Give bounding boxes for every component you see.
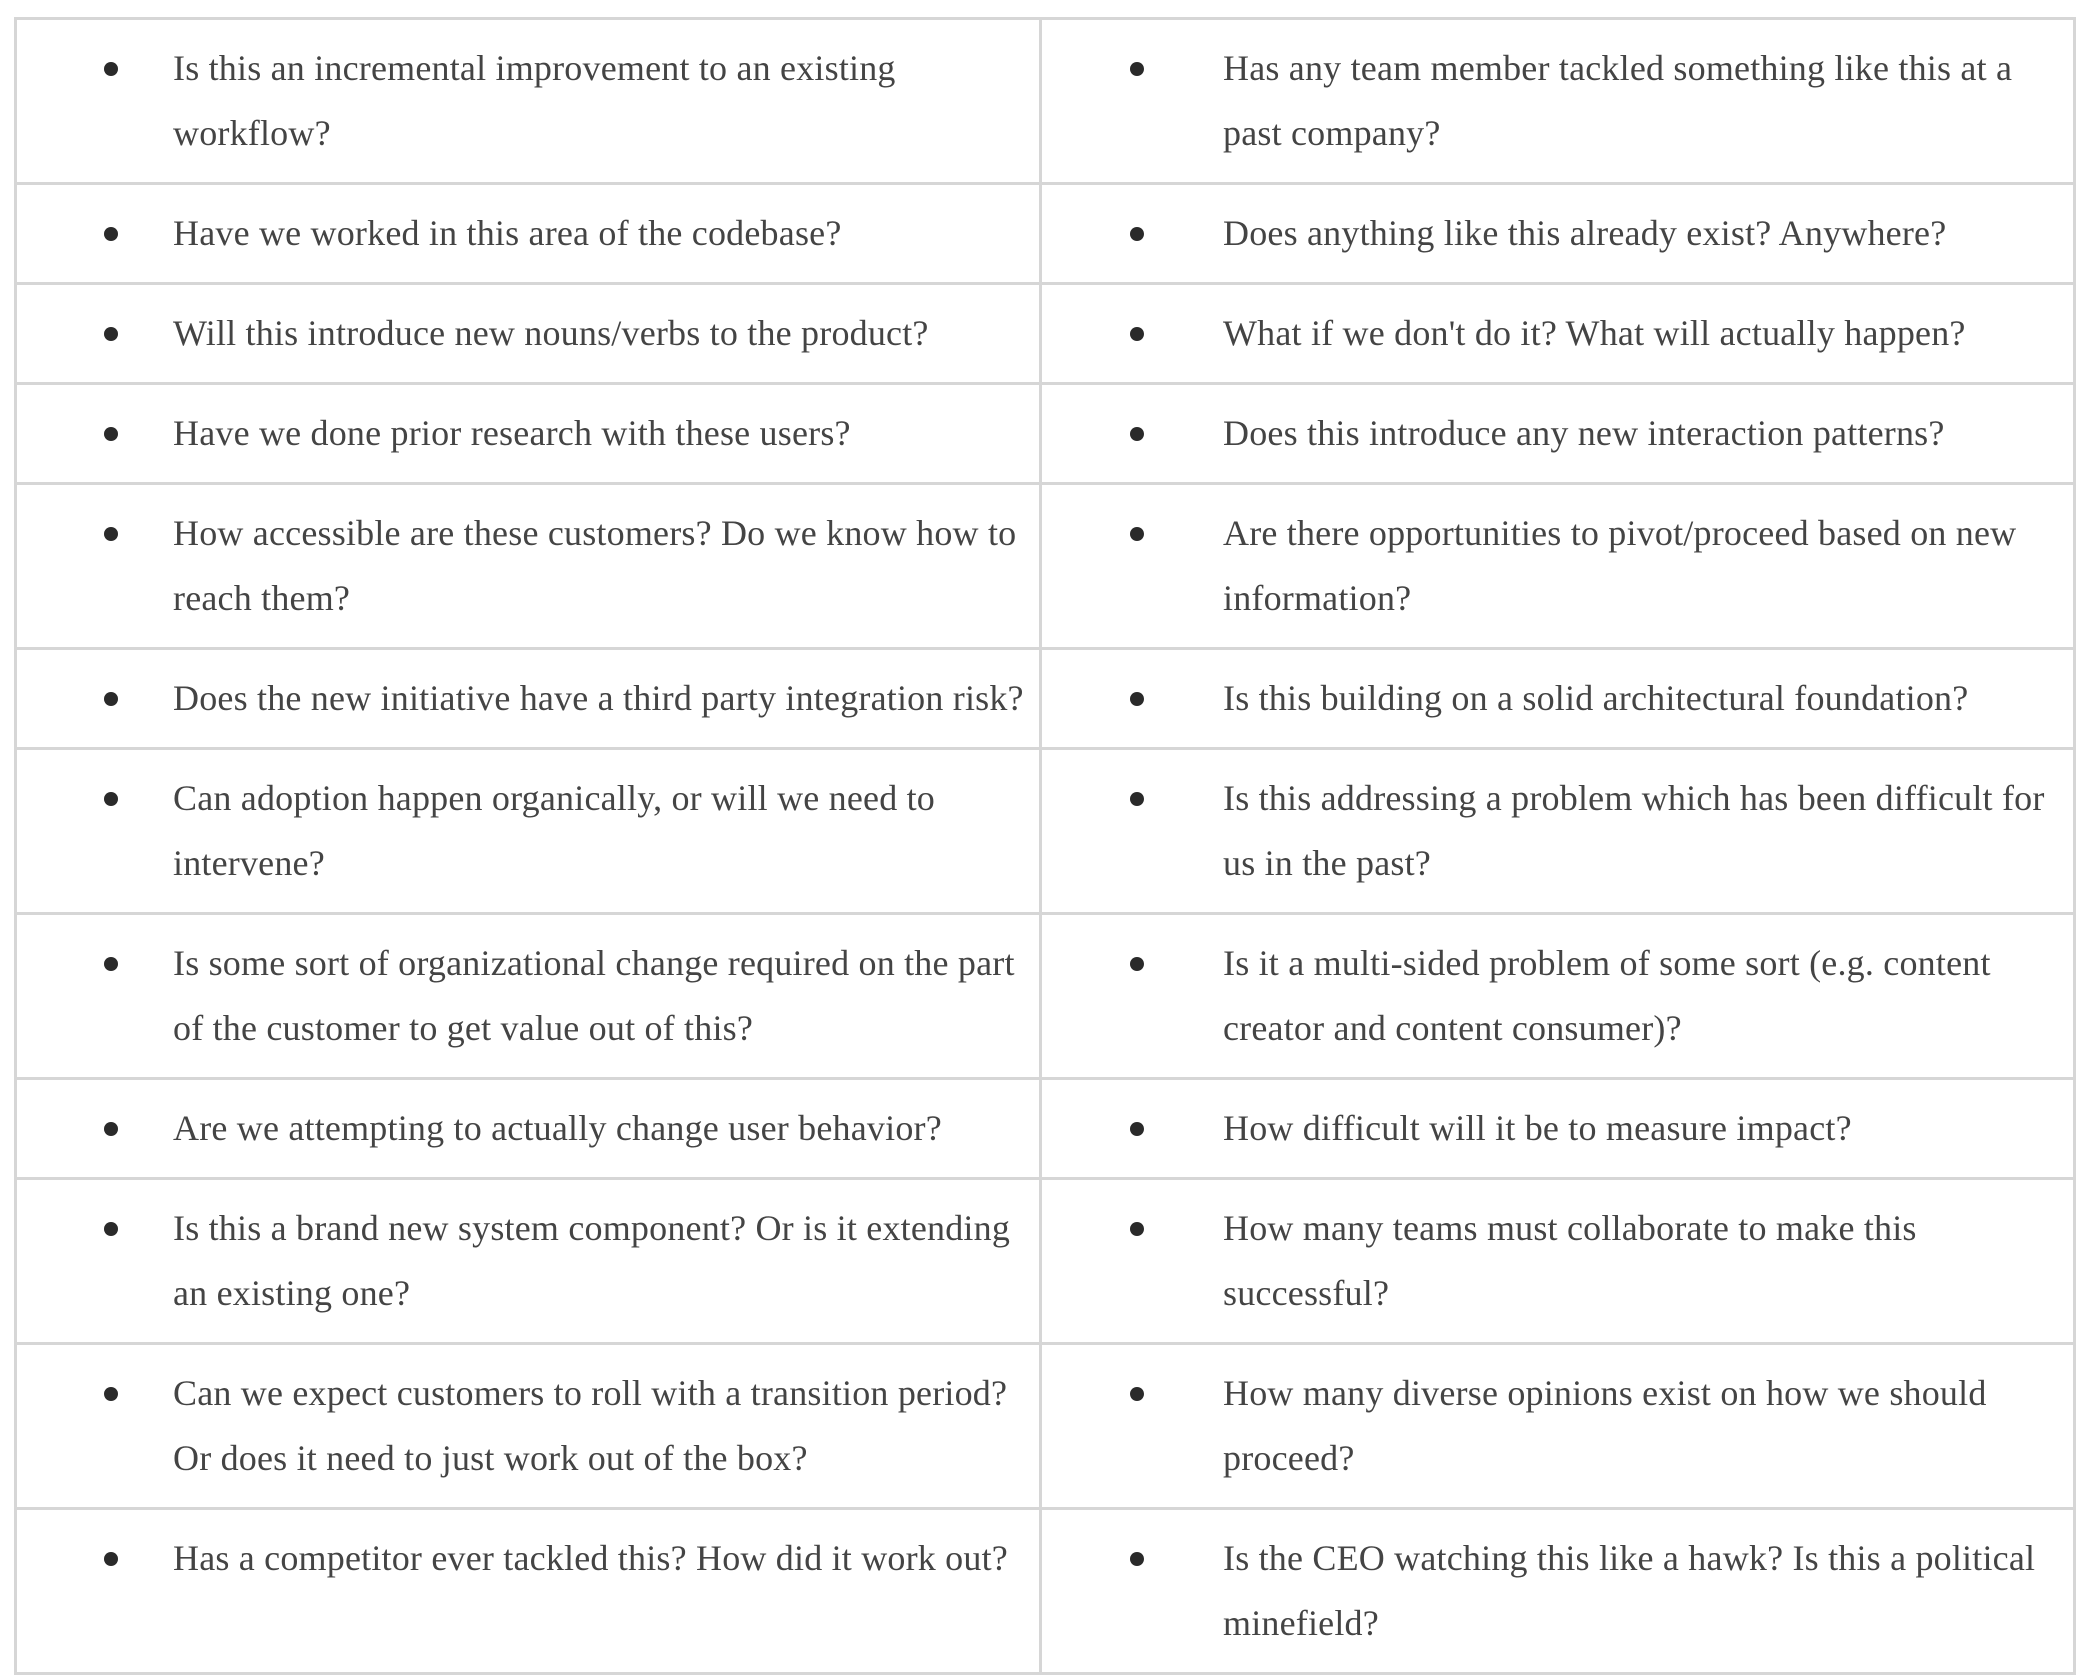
bullet-icon (1127, 301, 1147, 366)
question-text: Does this introduce any new interaction patterns? (1223, 413, 1945, 453)
bullet-icon (101, 36, 121, 101)
question-cell-left (16, 1509, 1041, 1674)
question-text: Is it a multi-sided problem of some sort (e.g. content creator and content consumer)? (1223, 943, 1991, 1048)
question-cell-right (1041, 284, 2075, 384)
table-row (16, 914, 2075, 1079)
question-text: Will this introduce new nouns/verbs to the product? (173, 313, 929, 353)
question-text: Can we expect customers to roll with a transition period? Or does it need to just work out of the box? (173, 1373, 1008, 1478)
question-text: Is this a brand new system component? Or is it extending an existing one? (173, 1208, 1011, 1313)
question-text: How many diverse opinions exist on how we should proceed? (1223, 1373, 1987, 1478)
question-text: How accessible are these customers? Do we know how to reach them? (173, 513, 1017, 618)
table-row (16, 1509, 2075, 1674)
question-cell-left (16, 484, 1041, 649)
question-cell-right (1041, 1509, 2075, 1674)
question-cell-right (1041, 749, 2075, 914)
question-cell-right (1041, 1179, 2075, 1344)
question-text: Does the new initiative have a third party integration risk? (173, 678, 1024, 718)
bullet-icon (1127, 201, 1147, 266)
bullet-icon (101, 931, 121, 996)
question-text: How difficult will it be to measure impact? (1223, 1108, 1852, 1148)
question-text: Can adoption happen organically, or will we need to intervene? (173, 778, 935, 883)
table-row (16, 1344, 2075, 1509)
question-cell-left (16, 284, 1041, 384)
question-cell-right (1041, 19, 2075, 184)
bullet-icon (101, 401, 121, 466)
bullet-icon (101, 1196, 121, 1261)
question-cell-right (1041, 914, 2075, 1079)
question-cell-left (16, 384, 1041, 484)
question-text: Are there opportunities to pivot/proceed based on new information? (1223, 513, 2017, 618)
questions-table (14, 17, 2076, 1675)
bullet-icon (1127, 1526, 1147, 1591)
question-cell-left (16, 649, 1041, 749)
bullet-icon (101, 501, 121, 566)
bullet-icon (101, 1361, 121, 1426)
question-cell-right (1041, 184, 2075, 284)
table-row (16, 1079, 2075, 1179)
table-row (16, 649, 2075, 749)
table-row (16, 484, 2075, 649)
bullet-icon (101, 301, 121, 366)
bullet-icon (101, 1096, 121, 1161)
bullet-icon (1127, 931, 1147, 996)
bullet-icon (101, 766, 121, 831)
question-cell-left (16, 184, 1041, 284)
question-cell-right (1041, 484, 2075, 649)
table-row (16, 284, 2075, 384)
question-text: Have we worked in this area of the codebase? (173, 213, 842, 253)
table-row (16, 19, 2075, 184)
table-row (16, 1179, 2075, 1344)
question-text: Have we done prior research with these users? (173, 413, 851, 453)
bullet-icon (1127, 36, 1147, 101)
bullet-icon (1127, 1361, 1147, 1426)
question-text: Is this building on a solid architectural foundation? (1223, 678, 1969, 718)
table-row (16, 384, 2075, 484)
bullet-icon (101, 1526, 121, 1591)
question-cell-left (16, 1079, 1041, 1179)
bullet-icon (1127, 501, 1147, 566)
question-cell-left (16, 19, 1041, 184)
question-cell-right (1041, 649, 2075, 749)
bullet-icon (1127, 401, 1147, 466)
question-text: Does anything like this already exist? Anywhere? (1223, 213, 1947, 253)
question-cell-right (1041, 384, 2075, 484)
question-text: What if we don't do it? What will actually happen? (1223, 313, 1966, 353)
question-cell-left (16, 749, 1041, 914)
bullet-icon (1127, 766, 1147, 831)
question-cell-left (16, 1179, 1041, 1344)
question-text: Is this an incremental improvement to an existing workflow? (173, 48, 896, 153)
question-text: Is the CEO watching this like a hawk? Is this a political minefield? (1223, 1538, 2036, 1643)
question-text: Is some sort of organizational change required on the part of the customer to get value out of this? (173, 943, 1015, 1048)
bullet-icon (1127, 666, 1147, 731)
question-text: Has a competitor ever tackled this? How did it work out? (173, 1538, 1008, 1578)
question-cell-left (16, 914, 1041, 1079)
question-text: Has any team member tackled something like this at a past company? (1223, 48, 2013, 153)
question-text: Is this addressing a problem which has been difficult for us in the past? (1223, 778, 2045, 883)
question-cell-right (1041, 1344, 2075, 1509)
question-text: How many teams must collaborate to make this successful? (1223, 1208, 1917, 1313)
question-cell-left (16, 1344, 1041, 1509)
table-row (16, 749, 2075, 914)
bullet-icon (1127, 1196, 1147, 1261)
bullet-icon (101, 201, 121, 266)
bullet-icon (101, 666, 121, 731)
bullet-icon (1127, 1096, 1147, 1161)
question-cell-right (1041, 1079, 2075, 1179)
question-text: Are we attempting to actually change user behavior? (173, 1108, 942, 1148)
table-row (16, 184, 2075, 284)
